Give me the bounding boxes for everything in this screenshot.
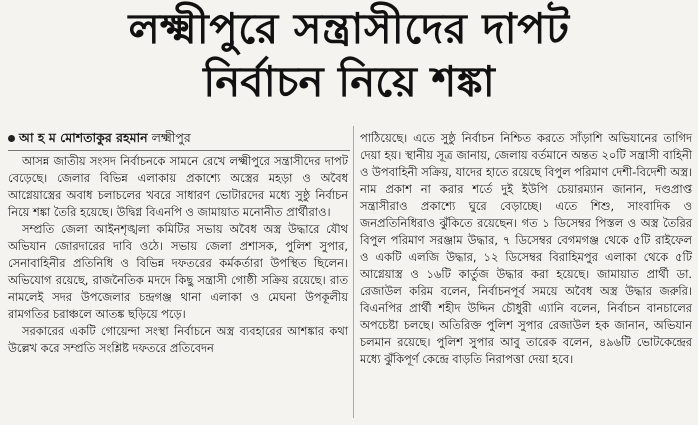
paragraph: সরকারের একটি গোয়েন্দা সংস্থা নির্বাচনে অস্ত্র ব্যবহারের আশঙ্কার কথা উল্লেখ করে সম্প্রতি সংশ্লিষ্ট দফতরে প্রতিবেদন — [8, 324, 348, 355]
right-column — [360, 130, 692, 368]
byline-author: আ হ ম মোশতাকুর রহমান — [19, 130, 148, 145]
byline-rule — [8, 150, 350, 151]
paragraph: সম্প্রতি জেলা আইনশৃঙ্খলা কমিটির সভায় অবৈধ অস্ত্র উদ্ধারে যৌথ অভিযান জোরদারের দাবি ওঠে। সভায় জেলা প্রশাসক, পুলিশ সুপার, সেনাবাহিনীর প্রতিনিধি ও বিভিন্ন দফতরের কর্মকর্তারা উপস্থিত ছিলেন। অভিযোগ রয়েছে, রাজনৈতিক মদদে কিছু সন্ত্রাসী গোষ্ঠী সক্রিয় রয়েছে। রাত নামলেই সদর উপজেলার চন্দ্রগঞ্জ থানা এলাকা ও মেঘনা উপকূলীয় রামগতির চরাঞ্চলে আতঙ্ক ছড়িয়ে পড়ে। — [8, 222, 348, 321]
headline-line-2: নির্বাচন নিয়ে শঙ্কা — [203, 57, 495, 106]
byline-location: লক্ষ্মীপুর — [151, 130, 191, 145]
column-divider — [353, 126, 354, 418]
headline — [0, 4, 698, 108]
headline-line-1: লক্ষ্মীপুরে সন্ত্রাসীদের দাপট — [128, 4, 570, 53]
paragraph: আসন্ন জাতীয় সংসদ নির্বাচনকে সামনে রেখে লক্ষ্মীপুরে সন্ত্রাসীদের দাপট বেড়েছে। জেলার বিভিন্ন এলাকায় প্রকাশ্যে অস্ত্রের মহড়া ও অবৈধ আগ্নেয়াস্ত্রের অবাধ চলাচলের খবরে সাধারণ ভোটারদের মধ্যে সুষ্ঠু নির্বাচন নিয়ে শঙ্কা তৈরি হয়েছে। উদ্বিগ্ন বিএনপি ও জামায়াত মনোনীত প্রার্থীরাও। — [8, 154, 348, 219]
byline — [8, 130, 191, 150]
paragraph: পাঠিয়েছে। এতে সুষ্ঠু নির্বাচন নিশ্চিত করতে সাঁড়াশি অভিযানের তাগিদ দেয়া হয়। স্থানীয় সূত্র জানায়, জেলায় বর্তমানে অন্তত ২০টি সন্ত্রাসী বাহিনী ও উপবাহিনী সক্রিয়, যাদের হাতে রয়েছে বিপুল পরিমাণ দেশী-বিদেশী অস্ত্র। নাম প্রকাশ না করার শর্তে দুই ইউপি চেয়ারম্যান জানান, দণ্ডপ্রাপ্ত সন্ত্রাসীরাও প্রকাশ্যে ঘুরে বেড়াচ্ছে। এতে শিশু, সাংবাদিক ও জনপ্রতিনিধিরাও ঝুঁকিতে রয়েছেন। গত ১ ডিসেম্বর পিস্তল ও অস্ত্র তৈরির বিপুল পরিমাণ সরঞ্জাম উদ্ধার, ৭ ডিসেম্বর বেগমগঞ্জ থেকে ৫টি রাইফেল ও একটি এলজি উদ্ধার, ১২ ডিসেম্বর বিরাহিমপুর এলাকা থেকে ৫টি আগ্নেয়াস্ত্র ও ১৬টি কার্তুজ উদ্ধার করা হয়েছে। জামায়াত প্রার্থী ডা. রেজাউল করিম বলেন, নির্বাচনপূর্ব সময়ে অবৈধ অস্ত্র উদ্ধার জরুরি। বিএনপির প্রার্থী শহীদ উদ্দিন চৌধুরী এ্যানি বলেন, নির্বাচন বানচালের অপচেষ্টা চলছে। অতিরিক্ত পুলিশ সুপার রেজাউল হক জানান, অভিযান চলমান রয়েছে। পুলিশ সুপার আবু তারেক বলেন, ৪৯৬টি ভোটকেন্দ্রের মধ্যে ঝুঁকিপূর্ণ কেন্দ্রে বাড়তি নিরাপত্তা দেয়া হবে। — [360, 131, 692, 366]
left-column — [8, 153, 348, 357]
byline-bullet-icon — [8, 135, 15, 142]
